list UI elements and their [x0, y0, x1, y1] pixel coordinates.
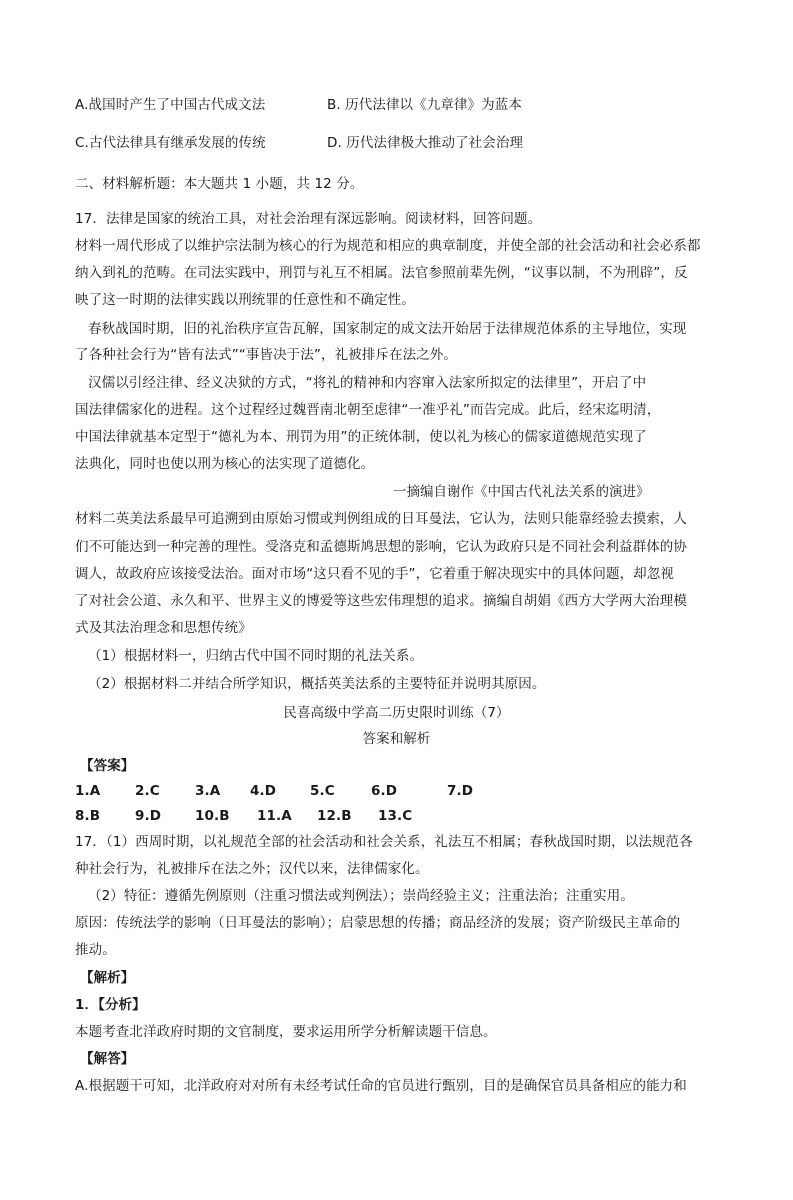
- answer-9: 9.D: [135, 808, 162, 824]
- answer-subtitle: 答案和解析: [362, 731, 431, 747]
- material1-line: 了各种社会行为“皆有法式”“事皆决于法”，礼被排斥在法之外。: [75, 347, 457, 363]
- answer-17-line: 原因：传统法学的影响（日耳曼法的影响）；启蒙思想的传播；商品经济的发展；资产阶级民主革命的: [75, 915, 681, 931]
- material2-line: 式及其法治理念和思想传统》: [75, 620, 252, 636]
- answer-4: 4.D: [250, 783, 277, 799]
- material2-line: 调人，故政府应该接受法治。面对市场“这只看不见的手”，它着重于解决现实中的具体问题，却忽视: [75, 566, 674, 582]
- answer-5: 5.C: [310, 783, 335, 799]
- answer-label: 【答案】: [80, 758, 135, 774]
- section-heading: 二、材料解析题：本大题共 1 小题，共 12 分。: [75, 176, 364, 192]
- material1-line: 汉儒以引经注律、经义决狱的方式，“将礼的精神和内容窜入法家所拟定的法律里”，开启了中: [88, 375, 647, 391]
- answer-1: 1.A: [75, 783, 101, 799]
- answer-3: 3.A: [195, 783, 221, 799]
- option-a: A.战国时产生了中国古代成文法: [75, 97, 266, 113]
- answer-11: 11.A: [257, 808, 292, 824]
- option-d: D. 历代法律极大推动了社会治理: [327, 135, 524, 151]
- answer-10: 10.B: [195, 808, 230, 824]
- question-17-sub2: （2）根据材料二并结合所学知识，概括英美法系的主要特征并说明其原因。: [88, 676, 546, 692]
- answer-title: 民喜高级中学高二历史限时训练（7）: [283, 705, 510, 721]
- q1-analysis-text: 本题考查北洋政府时期的文官制度，要求运用所学分析解读题干信息。: [75, 1024, 497, 1040]
- answer-2: 2.C: [135, 783, 160, 799]
- material1-line: 春秋战国时期，旧的礼治秩序宣告瓦解，国家制定的成文法开始居于法律规范体系的主导地位，实现: [88, 321, 687, 337]
- question-17-stem: 17．法律是国家的统治工具，对社会治理有深远影响。阅读材料，回答问题。: [75, 211, 542, 227]
- answer-8: 8.B: [75, 808, 101, 824]
- material1-line: 映了这一时期的法律实践以刑统罪的任意性和不确定性。: [75, 292, 415, 308]
- analysis-label: 【解析】: [80, 970, 135, 986]
- answer-17-line: 推动。: [75, 942, 116, 958]
- q1-analysis-label: 1．【分析】: [75, 997, 146, 1013]
- question-17-sub1: （1）根据材料一，归纳古代中国不同时期的礼法关系。: [88, 648, 424, 664]
- material1-line: 国法律儒家化的进程。这个过程经过魏晋南北朝至虑律“一准乎礼”而告完成。此后，经宋迄明清，: [75, 402, 661, 418]
- answer-17-line: 种社会行为，礼被排斥在法之外；汉代以来，法律儒家化。: [75, 861, 429, 877]
- answer-13: 13.C: [378, 808, 413, 824]
- q1-answer-text: A.根据题干可知，北洋政府对对所有未经考试任命的官员进行甄别，目的是确保官员具备相应的能力和: [75, 1078, 687, 1094]
- answer-7: 7.D: [447, 783, 474, 799]
- material1-line: 纳入到礼的范畴。在司法实践中，刑罚与礼互不相属。法官参照前辈先例，“议事以制，不为刑辟”，反: [75, 265, 688, 281]
- option-c: C.古代法律具有继承发展的传统: [75, 135, 266, 151]
- q1-answer-label: 【解答】: [80, 1051, 135, 1067]
- material2-line: 们不可能达到一种完善的理性。受洛克和孟德斯鸠思想的影响，它认为政府只是不同社会利益群体的协: [75, 539, 687, 555]
- answer-6: 6.D: [371, 783, 398, 799]
- option-b: B. 历代法律以《九章律》为蓝本: [327, 97, 522, 113]
- material1-line: 中国法律就基本定型于“德礼为本、刑罚为用”的正统体制，使以礼为核心的儒家道德规范实现了: [75, 429, 647, 445]
- material2-line: 材料二英美法系最早可追溯到由原始习惯或判例组成的日耳曼法，它认为，法则只能靠经验去摸索，人: [75, 511, 687, 527]
- material1-source: 一摘编自谢作《中国古代礼法关系的演进》: [393, 484, 650, 500]
- answer-17-line: 17．（1）西周时期，以礼规范全部的社会活动和社会关系，礼法互不相属；春秋战国时期，以法规范各: [75, 834, 693, 850]
- material1-line: 法典化，同时也使以刑为核心的法实现了道德化。: [75, 456, 375, 472]
- answer-12: 12.B: [317, 808, 352, 824]
- material1-line: 材料一周代形成了以维护宗法制为核心的行为规范和相应的典章制度，并使全部的社会活动和社会必系都: [75, 238, 701, 254]
- answer-17-line: （2）特征：遵循先例原则（注重习惯法或判例法）；崇尚经验主义；注重法治；注重实用。: [88, 888, 634, 904]
- material2-line: 了对社会公道、永久和平、世界主义的博爱等这些宏伟理想的追求。摘编自胡娟《西方大学两大治理模: [75, 593, 687, 609]
